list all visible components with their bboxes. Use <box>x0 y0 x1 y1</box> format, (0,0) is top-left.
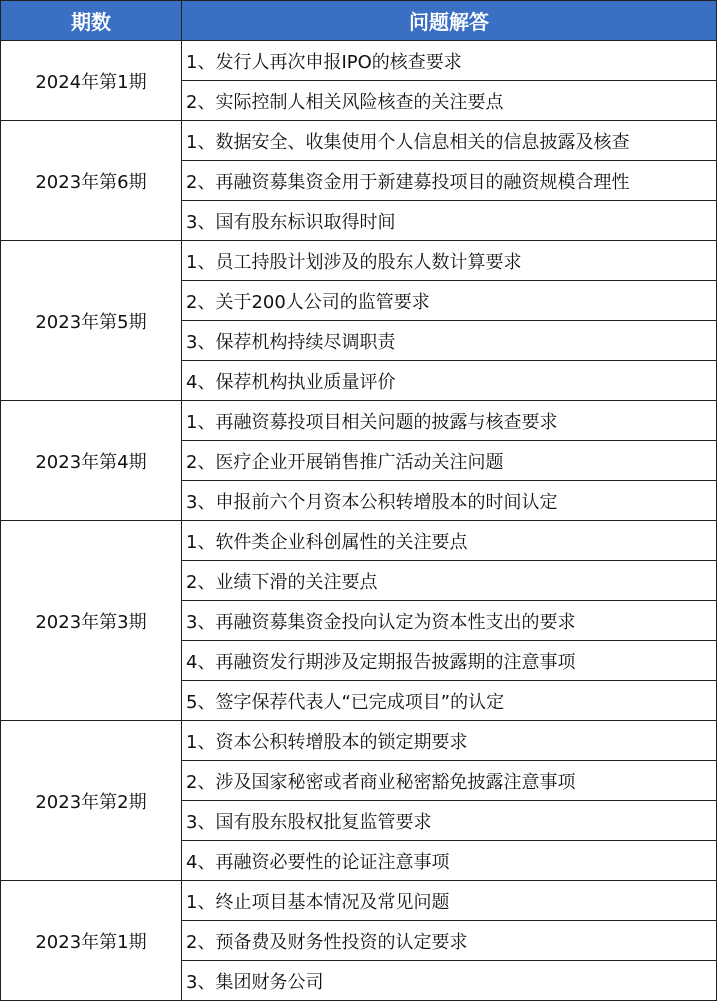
table-row <box>1 721 717 761</box>
period-cell: 2023年第4期 <box>1 401 182 521</box>
qa-column-header: 问题解答 <box>182 1 717 41</box>
question-item: 3、国有股东股权批复监管要求 <box>182 801 717 841</box>
period-cell: 2024年第1期 <box>1 41 182 121</box>
header-row <box>1 1 717 41</box>
question-item: 2、关于200人公司的监管要求 <box>182 281 717 321</box>
table-row <box>1 401 717 441</box>
question-item: 4、再融资发行期涉及定期报告披露期的注意事项 <box>182 641 717 681</box>
question-item: 1、数据安全、收集使用个人信息相关的信息披露及核查 <box>182 121 717 161</box>
period-cell: 2023年第6期 <box>1 121 182 241</box>
question-item: 1、终止项目基本情况及常见问题 <box>182 881 717 921</box>
question-item: 3、集团财务公司 <box>182 961 717 1001</box>
question-item: 1、发行人再次申报IPO的核查要求 <box>182 41 717 81</box>
table-row <box>1 41 717 81</box>
question-item: 2、实际控制人相关风险核查的关注要点 <box>182 81 717 121</box>
question-item: 1、软件类企业科创属性的关注要点 <box>182 521 717 561</box>
question-item: 3、再融资募集资金投向认定为资本性支出的要求 <box>182 601 717 641</box>
question-item: 3、申报前六个月资本公积转增股本的时间认定 <box>182 481 717 521</box>
period-column-header: 期数 <box>1 1 182 41</box>
period-cell: 2023年第3期 <box>1 521 182 721</box>
table-row <box>1 121 717 161</box>
table-row <box>1 521 717 561</box>
question-item: 5、签字保荐代表人“已完成项目”的认定 <box>182 681 717 721</box>
question-item: 3、国有股东标识取得时间 <box>182 201 717 241</box>
question-item: 1、员工持股计划涉及的股东人数计算要求 <box>182 241 717 281</box>
question-item: 2、再融资募集资金用于新建募投项目的融资规模合理性 <box>182 161 717 201</box>
question-item: 4、保荐机构执业质量评价 <box>182 361 717 401</box>
period-cell: 2023年第5期 <box>1 241 182 401</box>
question-item: 3、保荐机构持续尽调职责 <box>182 321 717 361</box>
period-cell: 2023年第2期 <box>1 721 182 881</box>
question-item: 1、再融资募投项目相关问题的披露与核查要求 <box>182 401 717 441</box>
question-item: 2、预备费及财务性投资的认定要求 <box>182 921 717 961</box>
question-item: 1、资本公积转增股本的锁定期要求 <box>182 721 717 761</box>
question-item: 4、再融资必要性的论证注意事项 <box>182 841 717 881</box>
table-row <box>1 881 717 921</box>
table-row <box>1 241 717 281</box>
question-item: 2、医疗企业开展销售推广活动关注问题 <box>182 441 717 481</box>
question-item: 2、涉及国家秘密或者商业秘密豁免披露注意事项 <box>182 761 717 801</box>
period-cell: 2023年第1期 <box>1 881 182 1001</box>
question-item: 2、业绩下滑的关注要点 <box>182 561 717 601</box>
